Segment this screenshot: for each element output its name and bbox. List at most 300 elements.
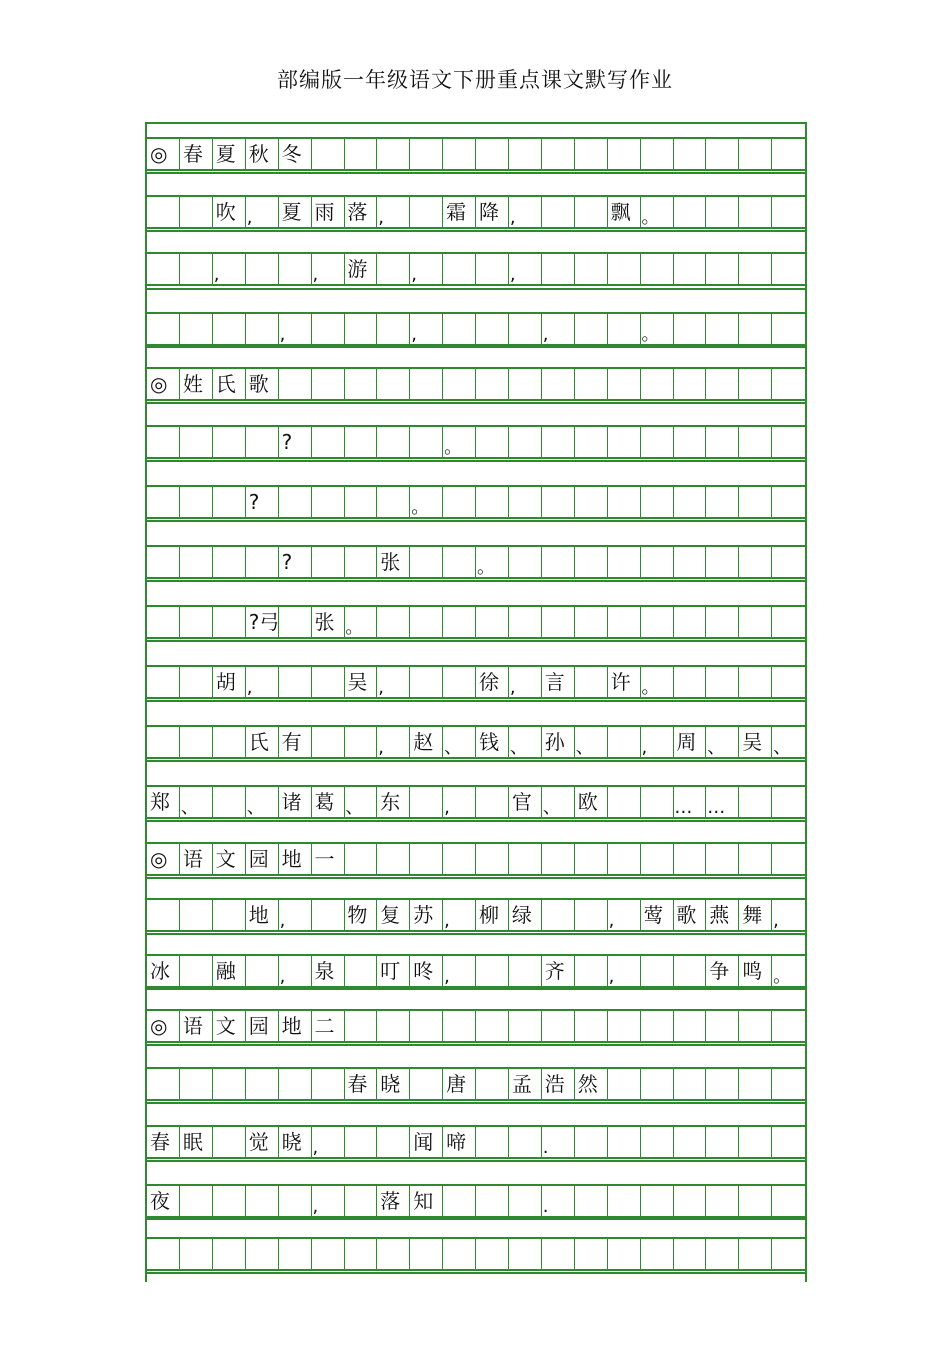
grid-cell — [246, 667, 279, 697]
grid-cell — [476, 139, 509, 169]
grid-character: 官 — [511, 790, 532, 814]
punctuation-mark: , — [773, 910, 779, 931]
grid-cell — [312, 314, 345, 344]
grid-cell — [772, 607, 805, 637]
grid-character: 诸 — [281, 790, 302, 814]
grid-cell — [213, 1011, 246, 1041]
grid-cell — [608, 900, 641, 930]
grid-cell — [410, 956, 443, 986]
grid-cell — [706, 547, 739, 577]
grid-character: 眠 — [182, 1130, 203, 1154]
grid-character: 闻 — [413, 1130, 434, 1154]
grid-gap-line — [147, 1160, 805, 1162]
grid-gap-line — [147, 933, 805, 935]
grid-cell — [739, 1239, 772, 1269]
grid-gap-line — [147, 760, 805, 762]
grid-character: 融 — [215, 959, 236, 983]
punctuation-mark: , — [509, 207, 516, 228]
document-title: 部编版一年级语文下册重点课文默写作业 — [277, 68, 673, 92]
grid-cell — [706, 139, 739, 169]
punctuation-mark: 。 — [641, 324, 660, 345]
grid-character: 物 — [347, 903, 368, 927]
grid-cell — [673, 314, 706, 344]
grid-cell — [410, 727, 443, 757]
grid-cell — [147, 197, 180, 227]
grid-cell — [739, 1127, 772, 1157]
grid-cell — [180, 1011, 213, 1041]
grid-cell — [246, 1186, 279, 1216]
grid-cell — [739, 427, 772, 457]
grid-cell — [476, 547, 509, 577]
grid-cell — [147, 900, 180, 930]
grid-cell — [641, 1239, 674, 1269]
grid-cell — [213, 667, 246, 697]
grid-cell — [443, 369, 476, 399]
grid-cell — [344, 1127, 377, 1157]
grid-cell — [410, 1011, 443, 1041]
grid-cell — [443, 1069, 476, 1099]
grid-cell — [147, 1011, 180, 1041]
grid-cell — [279, 1127, 312, 1157]
grid-character: 东 — [380, 790, 401, 814]
grid-cell — [608, 844, 641, 874]
grid-cell — [410, 1127, 443, 1157]
grid-character: 歌 — [676, 903, 697, 927]
grid-cell — [180, 487, 213, 517]
grid-cell — [542, 369, 575, 399]
grid-cell — [542, 139, 575, 169]
grid-cell — [641, 487, 674, 517]
punctuation-mark: , — [279, 324, 286, 345]
grid-cell — [246, 607, 279, 637]
grid-cell — [509, 1186, 542, 1216]
grid-character: 孟 — [511, 1072, 532, 1096]
grid-cell — [213, 254, 246, 284]
grid-cell — [443, 139, 476, 169]
grid-character: ◎ — [150, 847, 168, 871]
grid-character: 吴 — [742, 730, 763, 754]
grid-character: 周 — [676, 730, 697, 754]
writing-row — [147, 725, 805, 759]
grid-cell — [608, 197, 641, 227]
grid-character: 春 — [347, 1072, 368, 1096]
grid-gap-line — [147, 640, 805, 642]
grid-cell — [476, 900, 509, 930]
grid-cell — [673, 1239, 706, 1269]
grid-character: 晓 — [380, 1072, 401, 1096]
grid-character: 张 — [380, 550, 401, 574]
grid-cell — [772, 1239, 805, 1269]
grid-character: ◎ — [150, 142, 168, 166]
grid-cell — [739, 1186, 772, 1216]
punctuation-mark: , — [411, 264, 417, 285]
grid-character: 歌 — [248, 372, 269, 396]
grid-cell — [575, 1011, 608, 1041]
grid-cell — [344, 1239, 377, 1269]
punctuation-mark: 、 — [444, 737, 463, 758]
punctuation-mark: , — [246, 207, 253, 228]
grid-cell — [509, 787, 542, 817]
punctuation-mark: 。 — [345, 617, 364, 638]
grid-cell — [673, 956, 706, 986]
grid-cell — [509, 427, 542, 457]
grid-character: 鸣 — [742, 959, 763, 983]
grid-character: 争 — [709, 959, 730, 983]
grid-cell — [476, 956, 509, 986]
grid-cell — [246, 547, 279, 577]
grid-character: 莺 — [643, 903, 664, 927]
grid-cell — [542, 787, 575, 817]
punctuation-mark: 。 — [641, 207, 660, 228]
grid-character: 夏 — [281, 200, 302, 224]
grid-cell — [575, 139, 608, 169]
grid-cell — [147, 1127, 180, 1157]
grid-character: 秋 — [248, 142, 269, 166]
grid-gap-line — [147, 988, 805, 990]
grid-character: 咚 — [413, 959, 434, 983]
grid-cell — [443, 844, 476, 874]
grid-character: 言 — [544, 670, 565, 694]
grid-cell — [641, 139, 674, 169]
grid-cell — [410, 487, 443, 517]
grid-cell — [542, 1069, 575, 1099]
grid-cell — [739, 727, 772, 757]
grid-character: 降 — [479, 200, 499, 224]
punctuation-mark: 、 — [509, 737, 528, 758]
grid-cell — [344, 487, 377, 517]
grid-cell — [509, 1069, 542, 1099]
grid-cell — [344, 314, 377, 344]
grid-cell — [312, 1069, 345, 1099]
grid-character: 吴 — [347, 670, 368, 694]
grid-cell — [542, 844, 575, 874]
grid-cell — [739, 139, 772, 169]
grid-cell — [213, 547, 246, 577]
punctuation-mark: 、 — [542, 797, 561, 818]
grid-cell — [673, 139, 706, 169]
grid-cell — [279, 1239, 312, 1269]
grid-cell — [641, 1069, 674, 1099]
writing-row — [147, 1067, 805, 1101]
grid-cell — [706, 197, 739, 227]
grid-cell — [410, 139, 443, 169]
grid-character: 冰 — [150, 959, 170, 983]
grid-cell — [279, 314, 312, 344]
grid-cell — [377, 607, 410, 637]
grid-cell — [509, 667, 542, 697]
grid-cell — [608, 787, 641, 817]
grid-cell — [641, 254, 674, 284]
writing-row — [147, 195, 805, 229]
grid-cell — [772, 254, 805, 284]
grid-cell — [410, 254, 443, 284]
grid-cell — [443, 607, 476, 637]
grid-cell — [147, 487, 180, 517]
grid-character: ◎ — [150, 1014, 168, 1038]
grid-cell — [312, 487, 345, 517]
grid-cell — [147, 956, 180, 986]
grid-gap-line — [147, 402, 805, 404]
grid-cell — [410, 1186, 443, 1216]
grid-character: 春 — [182, 142, 203, 166]
grid-cell — [147, 254, 180, 284]
grid-cell — [443, 900, 476, 930]
grid-character: ◎ — [150, 372, 168, 396]
punctuation-mark: 。 — [773, 966, 792, 987]
grid-cell — [312, 197, 345, 227]
grid-cell — [344, 607, 377, 637]
grid-cell — [772, 369, 805, 399]
grid-cell — [706, 314, 739, 344]
grid-gap-line — [147, 820, 805, 822]
grid-cell — [673, 1186, 706, 1216]
grid-cell — [706, 1069, 739, 1099]
grid-cell — [476, 197, 509, 227]
grid-cell — [312, 1011, 345, 1041]
grid-cell — [641, 314, 674, 344]
writing-row — [147, 252, 805, 286]
grid-character: 叮 — [380, 959, 401, 983]
grid-cell — [213, 956, 246, 986]
punctuation-mark: , — [641, 737, 648, 758]
grid-cell — [641, 369, 674, 399]
grid-cell — [377, 487, 410, 517]
writing-row — [147, 367, 805, 401]
writing-row — [147, 898, 805, 932]
grid-cell — [147, 1069, 180, 1099]
grid-cell — [772, 1127, 805, 1157]
grid-cell — [410, 369, 443, 399]
punctuation-mark: , — [312, 264, 319, 285]
grid-cell — [213, 727, 246, 757]
grid-cell — [279, 1069, 312, 1099]
grid-cell — [542, 1239, 575, 1269]
punctuation-mark: , — [378, 207, 385, 228]
grid-cell — [246, 1069, 279, 1099]
grid-cell — [673, 1127, 706, 1157]
grid-cell — [147, 607, 180, 637]
grid-gap-line — [147, 1102, 805, 1104]
grid-cell — [377, 667, 410, 697]
grid-cell — [575, 1239, 608, 1269]
grid-cell — [608, 369, 641, 399]
grid-cell — [443, 254, 476, 284]
grid-gap-line — [147, 1044, 805, 1046]
grid-cell — [641, 1186, 674, 1216]
grid-cell — [443, 314, 476, 344]
grid-cell — [213, 844, 246, 874]
grid-cell — [344, 427, 377, 457]
grid-cell — [476, 607, 509, 637]
grid-cell — [344, 197, 377, 227]
grid-cell — [673, 607, 706, 637]
grid-cell — [344, 547, 377, 577]
grid-cell — [213, 900, 246, 930]
grid-character: 钱 — [479, 730, 499, 754]
writing-row — [147, 137, 805, 171]
punctuation-mark: . — [542, 1196, 549, 1217]
grid-cell — [377, 197, 410, 227]
grid-cell — [443, 427, 476, 457]
grid-cell — [213, 1069, 246, 1099]
grid-cell — [377, 547, 410, 577]
grid-cell — [147, 1186, 180, 1216]
grid-cell — [312, 727, 345, 757]
grid-cell — [608, 1011, 641, 1041]
grid-cell — [575, 727, 608, 757]
grid-character: 春 — [150, 1130, 170, 1154]
grid-cell — [180, 727, 213, 757]
grid-cell — [443, 547, 476, 577]
grid-cell — [509, 197, 542, 227]
grid-cell — [641, 607, 674, 637]
grid-cell — [377, 427, 410, 457]
grid-character: 欧 — [577, 790, 598, 814]
grid-character: 许 — [610, 670, 631, 694]
grid-cell — [180, 1239, 213, 1269]
grid-cell — [279, 667, 312, 697]
punctuation-mark: 、 — [707, 737, 726, 758]
grid-cell — [312, 1239, 345, 1269]
grid-cell — [312, 139, 345, 169]
grid-cell — [344, 139, 377, 169]
grid-cell — [509, 1127, 542, 1157]
grid-cell — [608, 956, 641, 986]
grid-cell — [279, 727, 312, 757]
grid-cell — [575, 1069, 608, 1099]
grid-character: 然 — [577, 1072, 598, 1096]
writing-row — [147, 954, 805, 988]
grid-cell — [213, 787, 246, 817]
grid-character: 赵 — [413, 730, 434, 754]
grid-character: 姓 — [182, 372, 203, 396]
grid-character: 地 — [281, 847, 302, 871]
grid-cell — [673, 844, 706, 874]
grid-cell — [673, 787, 706, 817]
grid-cell — [772, 427, 805, 457]
grid-character: 落 — [347, 200, 368, 224]
grid-cell — [772, 314, 805, 344]
grid-cell — [147, 547, 180, 577]
grid-character: 有 — [281, 730, 302, 754]
grid-cell — [180, 956, 213, 986]
grid-cell — [641, 547, 674, 577]
grid-cell — [706, 1127, 739, 1157]
punctuation-mark: , — [378, 677, 385, 698]
grid-cell — [772, 667, 805, 697]
grid-character: 文 — [215, 1014, 236, 1038]
grid-cell — [575, 607, 608, 637]
grid-cell — [641, 727, 674, 757]
writing-row — [147, 842, 805, 876]
grid-cell — [706, 900, 739, 930]
grid-cell — [312, 787, 345, 817]
grid-character: 葛 — [314, 790, 335, 814]
grid-cell — [344, 900, 377, 930]
grid-cell — [673, 254, 706, 284]
grid-cell — [246, 1239, 279, 1269]
punctuation-mark: , — [312, 1196, 319, 1217]
grid-character: 孙 — [544, 730, 565, 754]
grid-cell — [542, 487, 575, 517]
grid-cell — [213, 427, 246, 457]
grid-cell — [509, 727, 542, 757]
punctuation-mark: 。 — [444, 437, 463, 458]
grid-cell — [575, 547, 608, 577]
grid-cell — [344, 727, 377, 757]
grid-cell — [542, 1127, 575, 1157]
grid-cell — [575, 1127, 608, 1157]
grid-cell — [279, 547, 312, 577]
grid-cell — [476, 667, 509, 697]
writing-row — [147, 312, 805, 346]
grid-character: ? — [248, 490, 260, 514]
grid-cell — [180, 547, 213, 577]
grid-cell — [641, 787, 674, 817]
grid-cell — [706, 487, 739, 517]
grid-cell — [410, 1239, 443, 1269]
grid-character: 冬 — [281, 142, 302, 166]
grid-cell — [509, 956, 542, 986]
grid-cell — [312, 427, 345, 457]
grid-cell — [476, 427, 509, 457]
grid-cell — [410, 1069, 443, 1099]
grid-cell — [344, 1186, 377, 1216]
grid-cell — [312, 900, 345, 930]
grid-cell — [377, 900, 410, 930]
grid-cell — [608, 547, 641, 577]
grid-cell — [575, 487, 608, 517]
grid-cell — [377, 844, 410, 874]
grid-cell — [509, 547, 542, 577]
grid-cell — [476, 1186, 509, 1216]
grid-cell — [180, 1186, 213, 1216]
grid-cell — [509, 1011, 542, 1041]
grid-cell — [575, 787, 608, 817]
writing-row — [147, 785, 805, 819]
grid-cell — [575, 369, 608, 399]
grid-cell — [739, 1011, 772, 1041]
grid-character: 张 — [314, 610, 335, 634]
grid-character: 胡 — [215, 670, 236, 694]
grid-cell — [641, 1011, 674, 1041]
grid-cell — [279, 956, 312, 986]
grid-cell — [608, 727, 641, 757]
grid-cell — [180, 1069, 213, 1099]
grid-cell — [739, 547, 772, 577]
grid-cell — [410, 667, 443, 697]
grid-cell — [476, 1069, 509, 1099]
grid-character: 地 — [248, 903, 269, 927]
grid-cell — [575, 844, 608, 874]
grid-cell — [509, 254, 542, 284]
grid-cell — [476, 1011, 509, 1041]
grid-cell — [279, 139, 312, 169]
punctuation-mark: , — [509, 264, 516, 285]
grid-gap-line — [147, 172, 805, 174]
grid-cell — [312, 1127, 345, 1157]
grid-cell — [147, 787, 180, 817]
grid-cell — [608, 1069, 641, 1099]
grid-cell — [443, 956, 476, 986]
grid-cell — [542, 547, 575, 577]
grid-cell — [246, 787, 279, 817]
grid-cell — [641, 1127, 674, 1157]
grid-cell — [706, 427, 739, 457]
grid-cell — [706, 1186, 739, 1216]
grid-cell — [377, 369, 410, 399]
grid-cell — [476, 1127, 509, 1157]
